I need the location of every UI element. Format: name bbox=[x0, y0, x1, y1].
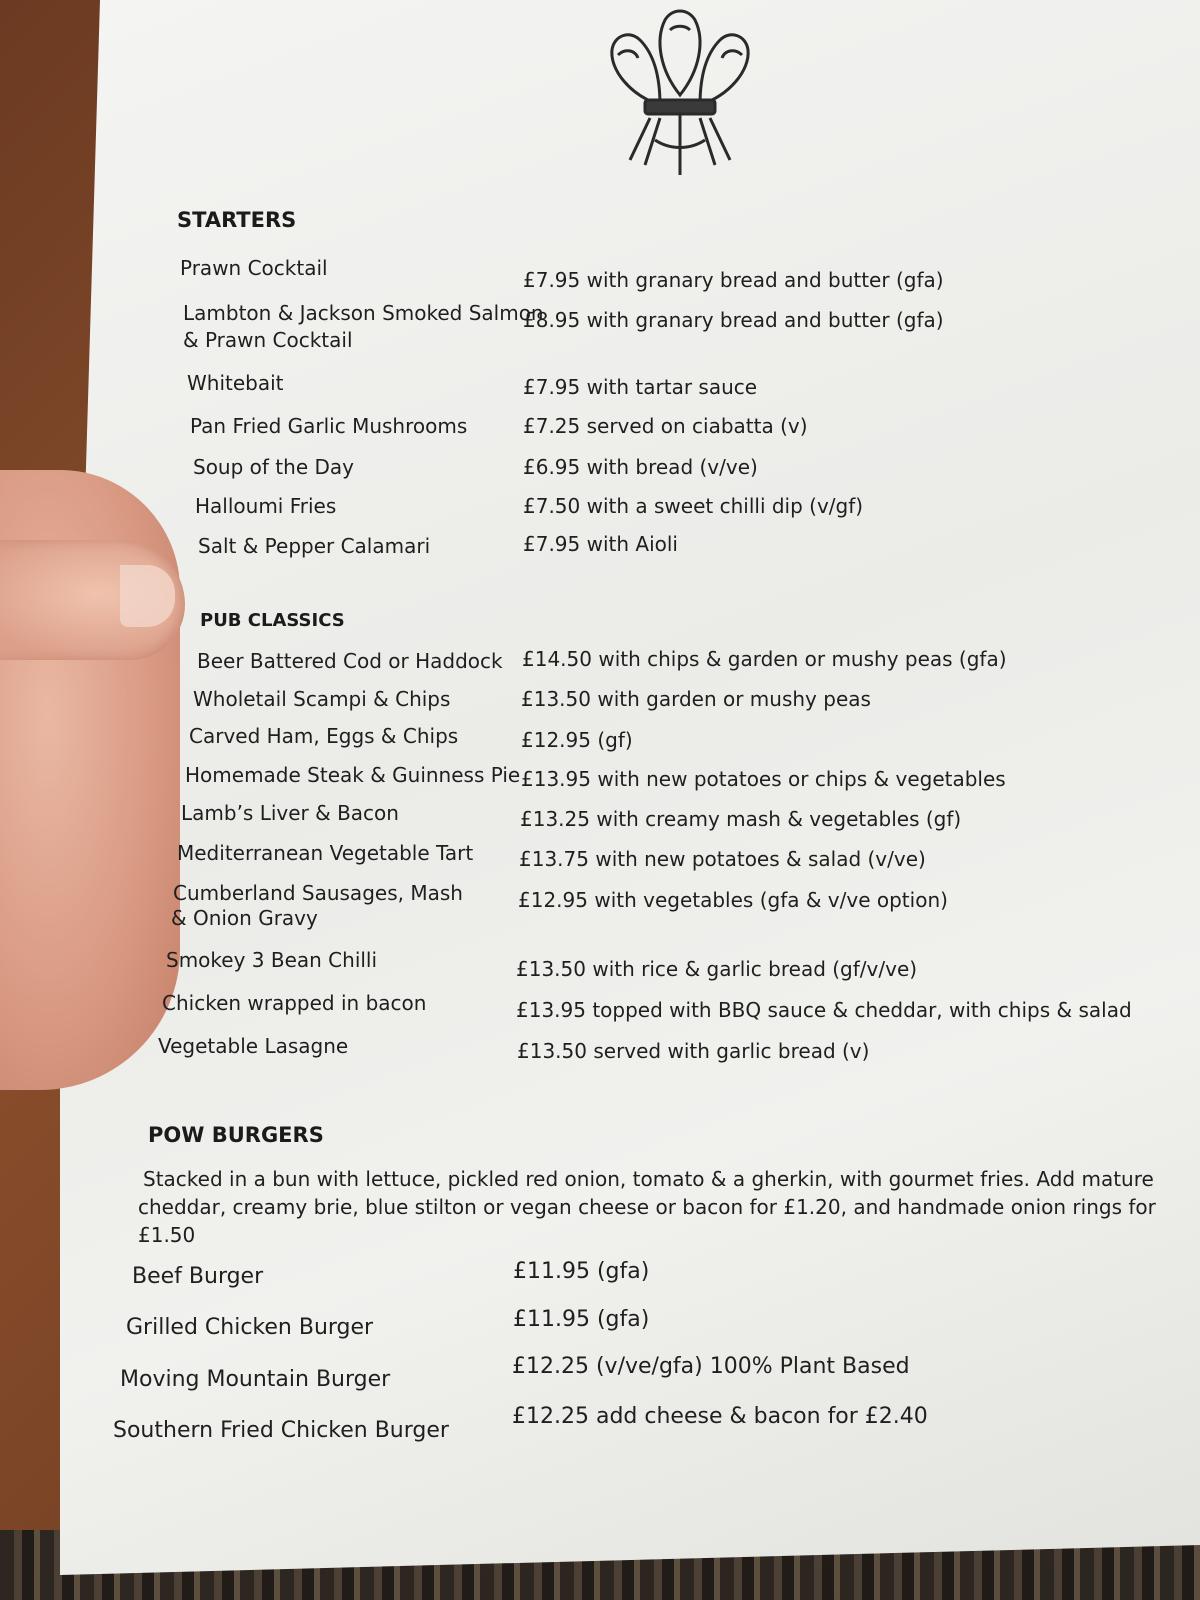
item-name: Vegetable Lasagne bbox=[158, 1034, 349, 1058]
pub-classics-heading: PUB CLASSICS bbox=[200, 610, 345, 631]
item-price: £13.50 with rice & garlic bread (gf/v/ve) bbox=[516, 957, 918, 981]
item-price: £12.95 (gf) bbox=[521, 728, 633, 752]
item-name: Wholetail Scampi & Chips bbox=[193, 687, 451, 711]
item-price: £12.25 (v/ve/gfa) 100% Plant Based bbox=[512, 1354, 910, 1379]
item-name-line2: & Prawn Cocktail bbox=[183, 328, 353, 352]
item-price: £12.95 with vegetables (gfa & v/ve option) bbox=[518, 888, 948, 912]
item-price: £7.25 served on ciabatta (v) bbox=[523, 414, 808, 438]
item-name: Smokey 3 Bean Chilli bbox=[166, 948, 378, 972]
item-price: £13.25 with creamy mash & vegetables (gf) bbox=[520, 807, 962, 831]
burger-description-line1: Stacked in a bun with lettuce, pickled red onion, tomato & a gherkin, with gourmet fries. Add mature bbox=[143, 1167, 1154, 1191]
item-price: £13.75 with new potatoes & salad (v/ve) bbox=[519, 847, 926, 871]
pow-burgers-heading: POW BURGERS bbox=[148, 1123, 324, 1147]
item-price: £7.50 with a sweet chilli dip (v/gf) bbox=[523, 494, 864, 518]
item-price: £14.50 with chips & garden or mushy peas (gfa) bbox=[522, 647, 1007, 671]
item-price: £11.95 (gfa) bbox=[513, 1259, 650, 1284]
item-name: Lambton & Jackson Smoked Salmon bbox=[183, 301, 544, 325]
item-name: Halloumi Fries bbox=[195, 494, 337, 518]
item-name: Carved Ham, Eggs & Chips bbox=[189, 724, 459, 748]
item-name: Prawn Cocktail bbox=[180, 256, 328, 280]
item-name: Soup of the Day bbox=[193, 455, 354, 479]
item-price: £6.95 with bread (v/ve) bbox=[523, 455, 758, 479]
item-name: Homemade Steak & Guinness Pie bbox=[185, 763, 521, 787]
item-name: Moving Mountain Burger bbox=[120, 1367, 391, 1392]
item-price: £13.95 topped with BBQ sauce & cheddar, with chips & salad bbox=[516, 998, 1132, 1022]
item-name: Cumberland Sausages, Mash bbox=[173, 881, 463, 905]
item-name: Salt & Pepper Calamari bbox=[198, 534, 431, 558]
item-price: £7.95 with granary bread and butter (gfa) bbox=[523, 268, 944, 292]
item-name: Whitebait bbox=[187, 371, 284, 395]
item-price: £8.95 with granary bread and butter (gfa) bbox=[523, 308, 944, 332]
item-name: Grilled Chicken Burger bbox=[126, 1315, 374, 1340]
item-price: £13.50 served with garlic bread (v) bbox=[517, 1039, 870, 1063]
item-name: Chicken wrapped in bacon bbox=[162, 991, 427, 1015]
item-price: £13.50 with garden or mushy peas bbox=[521, 687, 871, 711]
item-price: £11.95 (gfa) bbox=[513, 1307, 650, 1332]
thumbnail-nail bbox=[120, 565, 175, 627]
item-price: £7.95 with tartar sauce bbox=[523, 375, 758, 399]
item-name: Pan Fried Garlic Mushrooms bbox=[190, 414, 468, 438]
item-price: £13.95 with new potatoes or chips & vegetables bbox=[521, 767, 1006, 791]
item-price: £12.25 add cheese & bacon for £2.40 bbox=[512, 1404, 928, 1429]
item-price: £7.95 with Aioli bbox=[523, 532, 678, 556]
item-name: Southern Fried Chicken Burger bbox=[113, 1418, 449, 1443]
burger-description bbox=[140, 1165, 1180, 1249]
feathers-crest-logo bbox=[600, 0, 760, 180]
starters-heading: STARTERS bbox=[177, 208, 297, 232]
burger-description-line2: cheddar, creamy brie, blue stilton or vegan cheese or bacon for £1.20, and handmade onion rings for £1.50 bbox=[138, 1195, 1156, 1247]
item-name: Beer Battered Cod or Haddock bbox=[197, 649, 503, 673]
item-name-line2: & Onion Gravy bbox=[171, 906, 318, 930]
item-name: Beef Burger bbox=[132, 1264, 264, 1289]
item-name: Mediterranean Vegetable Tart bbox=[177, 841, 474, 865]
item-name: Lamb’s Liver & Bacon bbox=[181, 801, 399, 825]
